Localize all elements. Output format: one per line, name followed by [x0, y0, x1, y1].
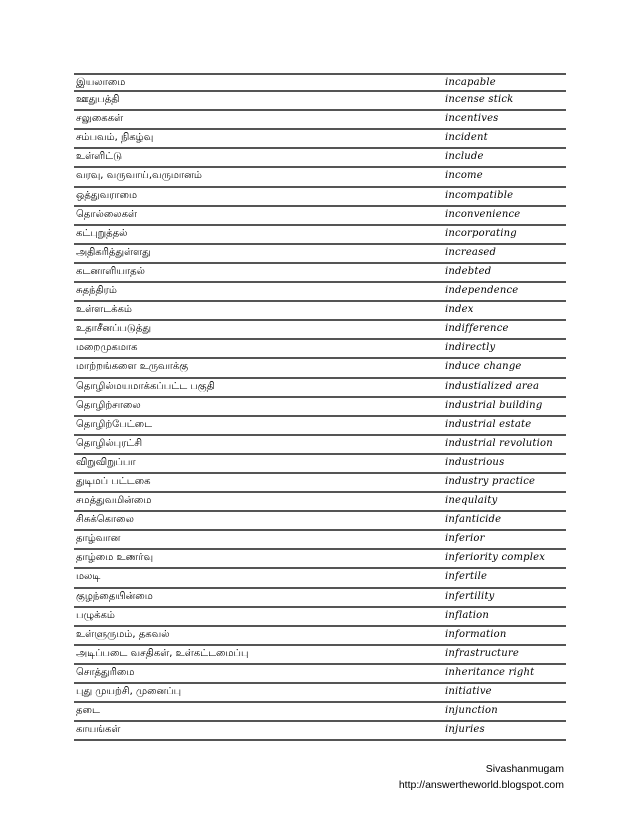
glossary-row [74, 264, 566, 283]
tamil-term: அதிகரித்துள்ளது [76, 246, 151, 258]
tamil-term: புது முயற்சி, முனைப்பு [76, 686, 182, 697]
english-term: infertility [445, 590, 495, 602]
english-term: indebted [445, 265, 492, 277]
english-term: inheritance right [445, 666, 535, 678]
english-term: industrial building [445, 399, 543, 411]
tamil-term: ஒத்துவராமை [76, 189, 138, 201]
glossary-row [74, 111, 566, 130]
english-term: industrial revolution [445, 437, 553, 449]
glossary-row [74, 168, 566, 187]
tamil-term: சலுகைகள் [76, 113, 124, 125]
glossary-row [74, 359, 566, 378]
glossary-row [74, 188, 566, 207]
glossary-row [74, 665, 566, 684]
tamil-term: அடிப்படை வசதிகள், உள்கட்டமைப்பு [76, 647, 249, 659]
glossary-table [74, 73, 566, 741]
tamil-term: உள்ளடக்கம் [76, 304, 132, 316]
glossary-row [74, 493, 566, 512]
glossary-row [74, 550, 566, 569]
tamil-term: இயலாமை [76, 77, 126, 88]
tamil-term: கடனாளியாதல் [76, 265, 145, 277]
glossary-row [74, 608, 566, 627]
glossary-row [74, 512, 566, 531]
tamil-term: சிசுக்கொலை [76, 514, 134, 526]
glossary-row [74, 703, 566, 722]
tamil-term: மாற்றங்களை உருவாக்கு [76, 361, 189, 373]
english-term: inequlaity [445, 495, 498, 507]
glossary-row [74, 722, 566, 741]
english-term: indifference [445, 323, 509, 335]
glossary-row [74, 646, 566, 665]
tamil-term: காயங்கள் [76, 724, 121, 736]
english-term: incident [445, 132, 488, 144]
tamil-term: மலடி [76, 571, 101, 583]
english-term: industrious [445, 456, 505, 468]
tamil-term: துடிமப் பட்டகை [76, 475, 151, 487]
english-term: inconvenience [445, 208, 521, 220]
english-term: industialized area [445, 380, 540, 392]
tamil-term: மறைமுகமாக [76, 342, 138, 354]
glossary-row [74, 207, 566, 226]
tamil-term: உள்ளிட்டு [76, 151, 123, 163]
english-term: incentives [445, 113, 499, 125]
tamil-term: சுதந்திரம் [76, 285, 117, 297]
glossary-row [74, 226, 566, 245]
glossary-row [74, 398, 566, 417]
english-term: income [445, 170, 483, 182]
glossary-row [74, 245, 566, 264]
tamil-term: தொழிற்பேட்டை [76, 418, 153, 430]
english-term: injuries [445, 724, 485, 736]
tamil-term: சொத்துரிமை [76, 666, 135, 678]
footer-url: http://answertheworld.blogspot.com [398, 779, 564, 791]
english-term: inflation [445, 609, 489, 621]
glossary-row [74, 627, 566, 646]
english-term: industry practice [445, 475, 536, 487]
english-term: industrial estate [445, 418, 532, 430]
tamil-term: சம்பவம், நிகழ்வு [76, 132, 154, 144]
english-term: inferior [445, 533, 485, 545]
tamil-term: குழந்தையின்மை [76, 590, 153, 602]
tamil-term: தொழில்புரட்சி [76, 437, 143, 449]
tamil-term: பழுக்கம் [76, 609, 115, 621]
english-term: injunction [445, 705, 498, 717]
glossary-row [74, 92, 566, 111]
glossary-row [74, 569, 566, 588]
tamil-term: தாழ்வான [76, 533, 121, 545]
footer [399, 761, 564, 793]
glossary-row [74, 589, 566, 608]
glossary-row [74, 73, 566, 92]
glossary-row [74, 283, 566, 302]
glossary-row [74, 531, 566, 550]
english-term: initiative [445, 686, 492, 697]
tamil-term: ஊதுபத்தி [76, 94, 120, 106]
footer-author: Sivashanmugam [485, 763, 564, 775]
english-term: incorporating [445, 227, 517, 239]
english-term: incense stick [445, 94, 514, 106]
english-term: include [445, 151, 484, 163]
tamil-term: தடை [76, 705, 100, 717]
glossary-row [74, 379, 566, 398]
glossary-row [74, 321, 566, 340]
english-term: infrastructure [445, 647, 520, 659]
glossary-row [74, 149, 566, 168]
tamil-term: வரவு, வருவாய்,வருமானம் [76, 170, 202, 182]
tamil-term: கட்புறுத்தல் [76, 227, 128, 239]
english-term: independence [445, 285, 519, 297]
tamil-term: தொழிற்சாலை [76, 399, 141, 411]
glossary-row [74, 455, 566, 474]
tamil-term: சமத்துவமின்மை [76, 495, 152, 507]
english-term: induce change [445, 361, 522, 373]
english-term: inferiority complex [445, 552, 546, 564]
english-term: incompatible [445, 189, 514, 201]
english-term: information [445, 628, 507, 640]
tamil-term: தாழ்மை உணர்வு [76, 552, 154, 564]
english-term: increased [445, 246, 497, 258]
english-term: indirectly [445, 342, 496, 354]
glossary-row [74, 474, 566, 493]
english-term: infertile [445, 571, 488, 583]
tamil-term: உதாசீனப்படுத்து [76, 323, 152, 335]
tamil-term: விறுவிறுப்பா [76, 456, 136, 468]
english-term: infanticide [445, 514, 502, 526]
tamil-term: தொழில்மயமாக்கப்பட்ட பகுதி [76, 380, 215, 392]
tamil-term: உள்ளுருமம், தகவல் [76, 628, 170, 640]
english-term: index [445, 304, 474, 316]
glossary-row [74, 417, 566, 436]
glossary-row [74, 684, 566, 703]
glossary-row [74, 302, 566, 321]
glossary-row [74, 436, 566, 455]
glossary-row [74, 130, 566, 149]
glossary-row [74, 340, 566, 359]
tamil-term: தொல்லைகள் [76, 208, 138, 220]
english-term: incapable [445, 77, 496, 88]
